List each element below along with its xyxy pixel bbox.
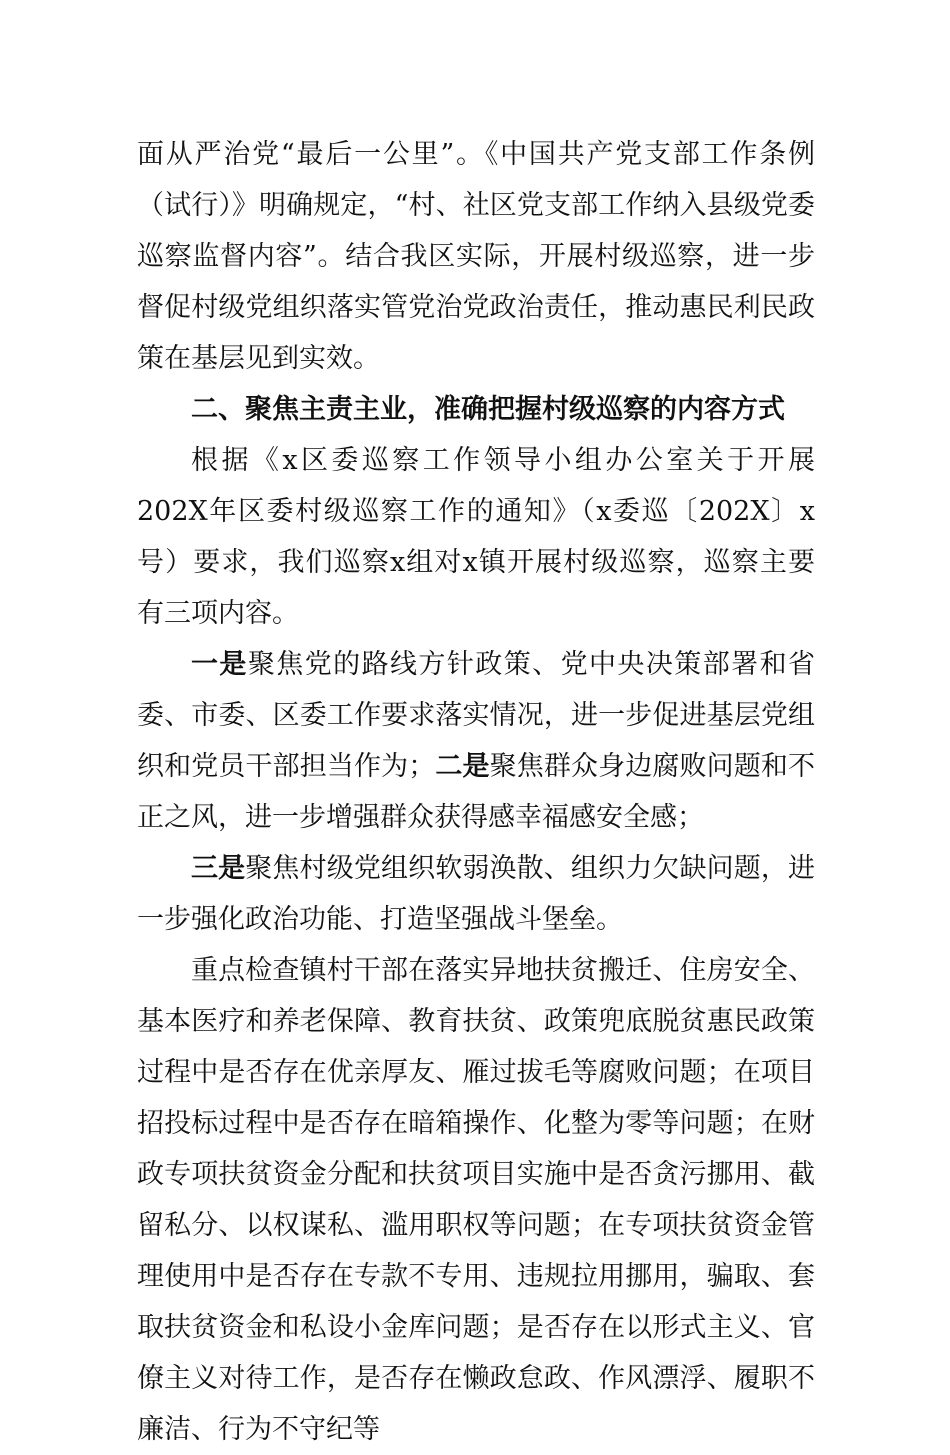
point-three-lead: 三是: [191, 853, 246, 884]
document-body: [137, 129, 815, 1455]
paragraph-point-three: [137, 843, 815, 945]
paragraph-notice: 根据《x区委巡察工作领导小组办公室关于开展202X年区委村级巡察工作的通知》（x委巡〔202X〕x号）要求，我们巡察x组对x镇开展村级巡察，巡察主要有三项内容。: [137, 445, 815, 629]
section-heading: 二、聚焦主责主业，准确把握村级巡察的内容方式: [191, 394, 785, 425]
point-two-text: 聚焦群众身边腐败问题和不正之风，进一步增强群众获得感幸福感安全感；: [137, 751, 815, 833]
point-one-lead: 一是: [191, 649, 248, 680]
point-one-text: 聚焦党的路线方针政策、党中央决策部署和省委、市委、区委工作要求落实情况，进一步促进基层党组织和党员干部担当作为；: [137, 649, 816, 782]
paragraph-key-checks: 重点检查镇村干部在落实异地扶贫搬迁、住房安全、基本医疗和养老保障、教育扶贫、政策兜底脱贫惠民政策过程中是否存在优亲厚友、雁过拔毛等腐败问题；在项目招投标过程中是否存在暗箱操作、化整为零等问题；在财政专项扶贫资金分配和扶贫项目实施中是否贪污挪用、截留私分、以权谋私、滥用职权等问题；在专项扶贫资金管理使用中是否存在专款不专用、违规拉用挪用，骗取、套取扶贫资金和私设小金库问题；是否存在以形式主义、官僚主义对待工作，是否存在懒政怠政、作风漂浮、履职不廉洁、行为不守纪等: [137, 955, 815, 1445]
point-two-lead: 二是: [435, 751, 490, 782]
paragraph-continuation: 面从严治党“最后一公里”。《中国共产党支部工作条例（试行）》明确规定，“村、社区党支部工作纳入县级党委巡察监督内容”。结合我区实际，开展村级巡察，进一步督促村级党组织落实管党治党政治责任，推动惠民利民政策在基层见到实效。: [137, 139, 815, 374]
point-three-text: 聚焦村级党组织软弱涣散、组织力欠缺问题，进一步强化政治功能、打造坚强战斗堡垒。: [137, 853, 816, 935]
paragraph-points-one-two: [137, 639, 815, 843]
